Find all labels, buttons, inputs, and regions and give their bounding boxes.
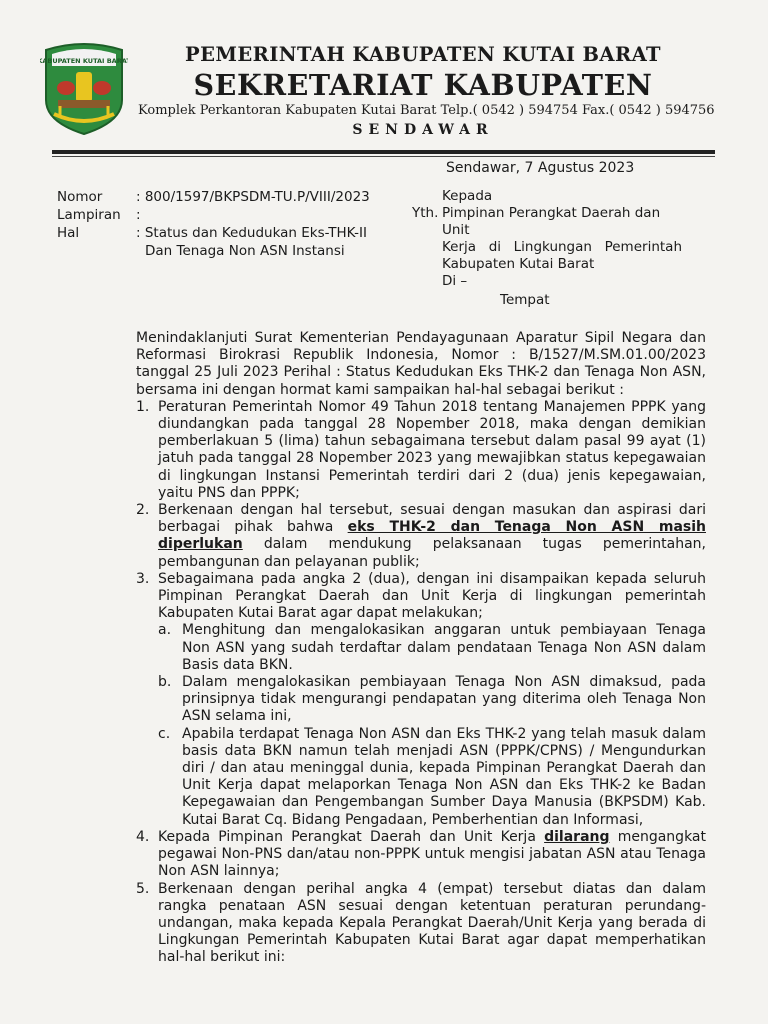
list-number: 5. <box>136 880 150 897</box>
letterhead <box>138 42 715 140</box>
list-text: Berkenaan dengan hal tersebut, sesuai dengan masukan dan aspirasi dari berbagai pihak bahwa <box>158 502 706 536</box>
regency-logo <box>40 40 128 136</box>
list-text: Kepada Pimpinan Perangkat Daerah dan Unit Kerja <box>158 828 545 845</box>
hal-value-1: : Status dan Kedudukan Eks-THK-II <box>136 225 367 241</box>
recipient-di: Di – <box>442 273 468 289</box>
header-rule-thin <box>52 156 715 157</box>
city-name: SENDAWAR <box>352 122 494 138</box>
letter-date: Sendawar, 7 Agustus 2023 <box>446 160 635 176</box>
nomor-value: : 800/1597/BKPSDM-TU.P/VIII/2023 <box>136 189 370 205</box>
list-number: 1. <box>136 398 150 415</box>
recipient-tempat: Tempat <box>500 292 550 308</box>
sub-text: Apabila terdapat Tenaga Non ASN dan Eks THK-2 yang telah masuk dalam basis data BKN namun telah menjadi ASN (PPPK/CPNS) / Mengundurkan diri / dan atau meninggal dunia, kepada Pimpinan Perangkat Daerah dan Unit Kerja dapat melaporkan Tenaga Non ASN dan Eks THK-2 ke Badan Kepegawaian dan Pengembangan Sumber Daya Manusia (BKPSDM) Kab. Kutai Barat Cq. Bidang Pengadaan, Pemberhentian dan Informasi, <box>182 725 706 828</box>
sub-item-b <box>158 674 706 726</box>
sub-text: Dalam mengalokasikan pembiayaan Tenaga Non ASN dimaksud, pada prinsipnya tidak mengurangi pendapatan yang diterima oleh Tenaga Non ASN selama ini, <box>182 674 706 725</box>
sub-letter: b. <box>158 674 172 691</box>
list-text: Berkenaan dengan perihal angka 4 (empat) tersebut diatas dan dalam rangka penataan ASN sesuai dengan ketentuan peraturan perundang-undangan, maka kepada Kepala Perangkat Daerah/Unit Kerja yang berada di Lingkungan Pemerintah Kabupaten Kutai Barat agar dapat memperhatikan hal-hal berikut ini: <box>158 880 706 966</box>
emphasis-text: dilarang <box>544 828 610 845</box>
sub-text: Menghitung dan mengalokasikan anggaran untuk pembiayaan Tenaga Non ASN yang sudah terdaftar dalam pendataan Tenaga Non ASN dalam Basis data BKN. <box>182 622 706 673</box>
list-number: 3. <box>136 570 150 587</box>
sub-item-a <box>158 622 706 674</box>
kepada-label: Kepada <box>442 188 493 204</box>
recipient-line-1: Pimpinan Perangkat Daerah dan Unit <box>442 205 661 238</box>
list-text: Sebagaimana pada angka 2 (dua), dengan ini disampaikan kepada seluruh Pimpinan Perangkat Daerah dan Unit Kerja di lingkungan pemerintah Kabupaten Kutai Barat agar dapat melakukan; <box>158 570 706 622</box>
government-name: PEMERINTAH KABUPATEN KUTAI BARAT <box>185 43 661 66</box>
recipient-line-3: Kabupaten Kutai Barat <box>442 256 595 272</box>
list-item-3 <box>136 571 706 829</box>
recipient-line-2: Kerja di Lingkungan Pemerintah <box>442 239 682 255</box>
nomor-label: Nomor <box>57 189 103 205</box>
sub-letter: c. <box>158 725 171 742</box>
main-list <box>136 399 706 967</box>
hal-value-2: Dan Tenaga Non ASN Instansi <box>145 243 345 259</box>
lampiran-label: Lampiran <box>57 207 121 223</box>
sub-letter: a. <box>158 622 172 639</box>
list-text: mengangkat pegawai Non-PNS dan/atau non-PPPK untuk mengisi jabatan ASN atau Tenaga Non ASN lainnya; <box>158 828 706 880</box>
office-name: SEKRETARIAT KABUPATEN <box>193 68 653 102</box>
header-rule-thick <box>52 150 715 154</box>
sub-item-c <box>158 726 706 829</box>
office-address: Komplek Perkantoran Kabupaten Kutai Barat Telp.( 0542 ) 594754 Fax.( 0542 ) 594756 <box>138 103 715 118</box>
letter-body <box>136 330 706 967</box>
list-item-4 <box>136 829 706 881</box>
sub-list <box>158 622 706 828</box>
lampiran-value: : <box>136 207 141 223</box>
list-number: 4. <box>136 828 150 845</box>
logo-lettering: KABUPATEN KUTAI BARAT <box>40 57 128 65</box>
recipient-block <box>412 188 682 309</box>
list-item-2 <box>136 502 706 571</box>
list-number: 2. <box>136 502 150 519</box>
list-text: dalam mendukung pelaksanaan tugas pemerintahan, pembangunan dan pelayanan publik; <box>158 536 706 570</box>
hal-label: Hal <box>57 225 80 241</box>
recipient-row <box>412 205 682 239</box>
yth-label: Yth. <box>412 205 439 221</box>
list-text: Peraturan Pemerintah Nomor 49 Tahun 2018 tentang Manajemen PPPK yang diundangkan pada tanggal 28 Nopember 2018, maka dengan demikian pemberlakuan 5 (lima) tahun sebagaimana tersebut dalam pasal 99 ayat (1) jatuh pada tanggal 28 Nopember 2023 yang mewajibkan status kepegawaian di lingkungan Instansi Pemerintah terdiri dari 2 (dua) jenis kepegawaian, yaitu PNS dan PPPK; <box>158 398 706 501</box>
emphasis-text: eks THK-2 dan Tenaga Non ASN masih diperlukan <box>158 519 706 553</box>
list-item-5 <box>136 881 706 967</box>
intro-paragraph: Menindaklanjuti Surat Kementerian Pendayagunaan Aparatur Sipil Negara dan Reformasi Birokrasi Republik Indonesia, Nomor : B/1527/M.SM.01.00/2023 tanggal 25 Juli 2023 Perihal : Status Kedudukan Eks THK-2 dan Tenaga Non ASN, bersama ini dengan hormat kami sampaikan hal-hal sebagai berikut : <box>136 330 706 398</box>
list-item-1 <box>136 399 706 502</box>
